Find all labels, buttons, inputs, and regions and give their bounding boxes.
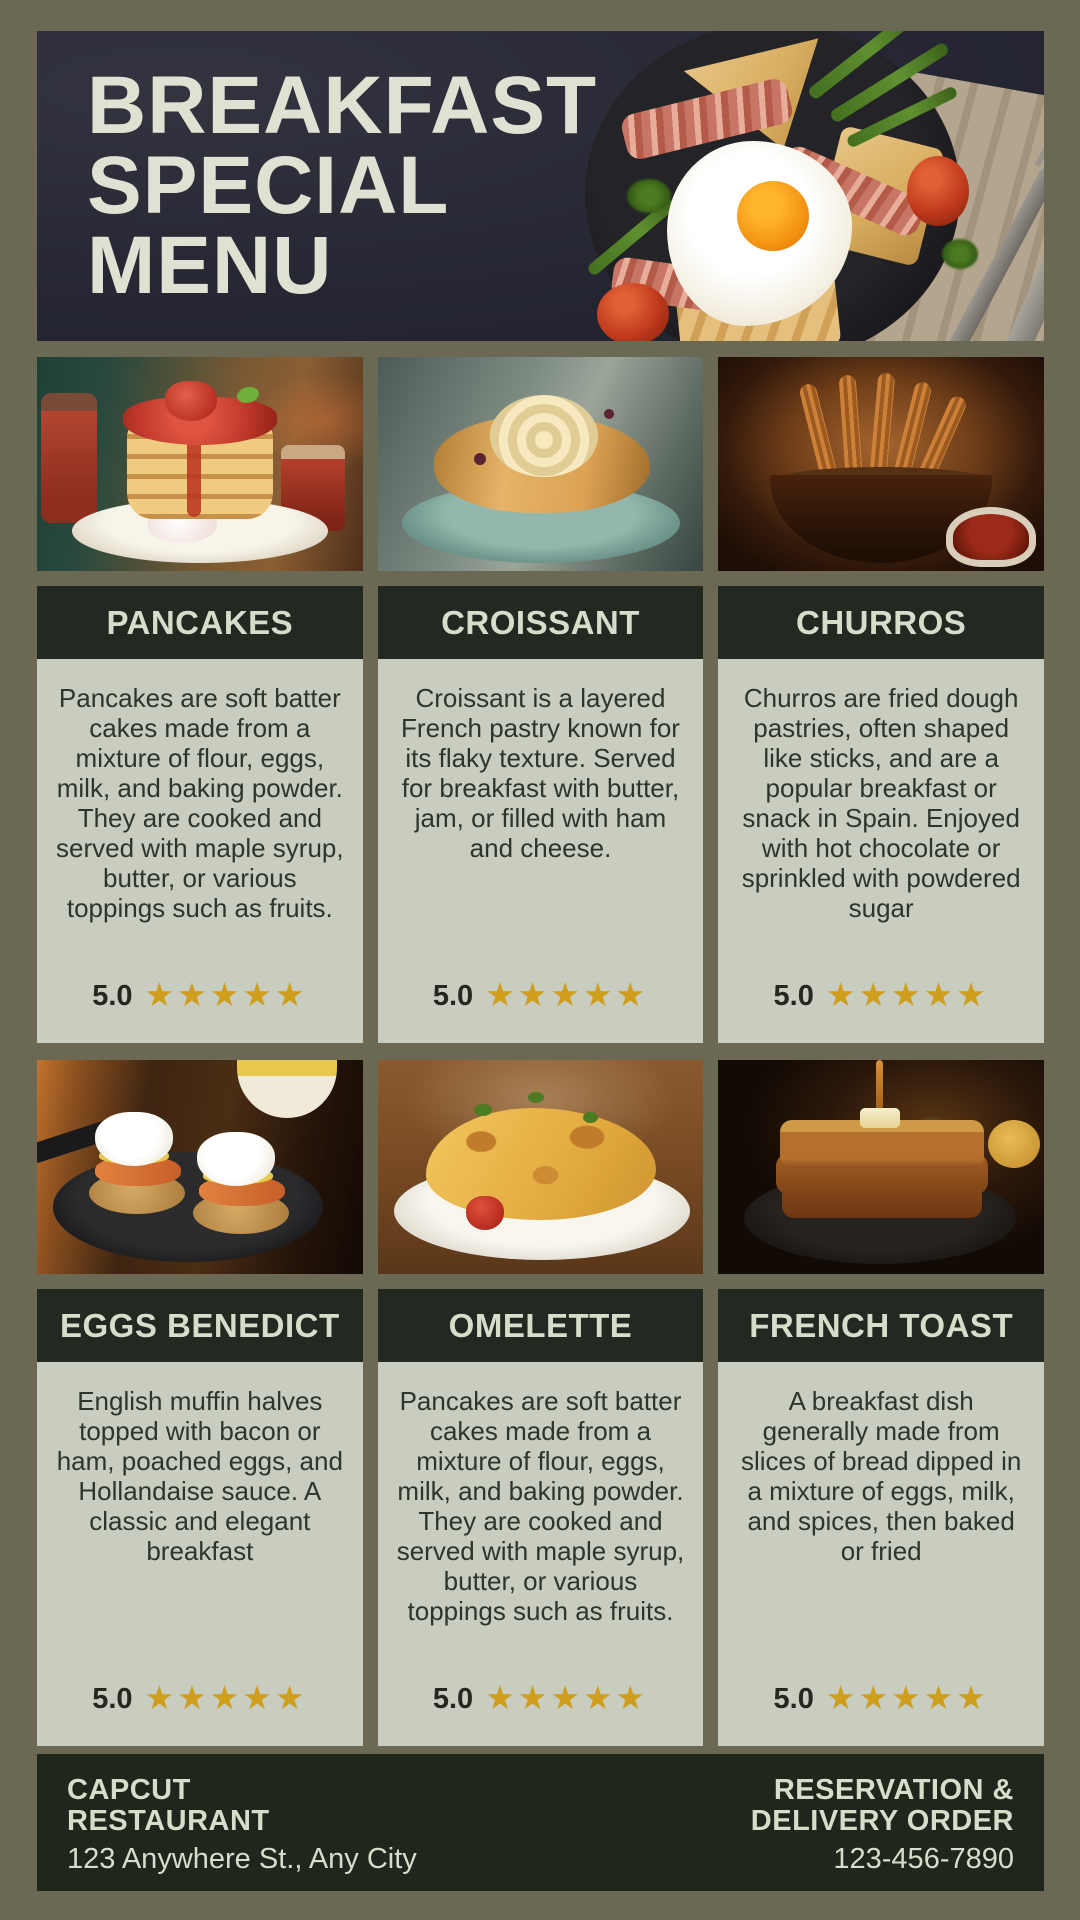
reservation-phone: 123-456-7890: [833, 1843, 1014, 1875]
parsley-garnish: [528, 1092, 544, 1103]
poached-egg: [197, 1132, 275, 1186]
dish-name: EGGS BENEDICT: [59, 1306, 340, 1344]
berry: [604, 409, 614, 419]
jam-jar: [41, 393, 97, 523]
reservation-line2: DELIVERY ORDER: [750, 1805, 1014, 1837]
dish-rating: [433, 1681, 648, 1718]
dish-name: PANCAKES: [106, 603, 294, 641]
star-icons: ★★★★★: [485, 1679, 649, 1716]
title-line-1: BREAKFAST: [87, 60, 598, 151]
roasted-tomato: [597, 283, 669, 341]
dish-rating: [433, 978, 648, 1015]
menu-card-french-toast: [718, 1060, 1044, 1746]
menu-card-omelette: [378, 1060, 704, 1746]
lemon-wedge: [988, 1120, 1040, 1168]
dish-name: FRENCH TOAST: [749, 1306, 1014, 1344]
parsley-garnish: [942, 239, 978, 269]
footer-bar: [37, 1754, 1044, 1891]
dish-description: Churros are fried dough pastries, often shaped like sticks, and are a popular breakfast or snack in Spain. Enjoyed with hot chocolate or sprinkled with powdered sugar: [741, 683, 1021, 923]
croissant-photo: [378, 357, 704, 571]
dish-description-card: [378, 1362, 704, 1746]
dish-title-bar: [718, 586, 1044, 659]
dish-name: CROISSANT: [441, 603, 640, 641]
dish-rating: [92, 978, 307, 1015]
roasted-tomato: [907, 156, 969, 226]
rating-score: 5.0: [92, 980, 133, 1012]
header-banner: [37, 31, 1044, 341]
page-title: [87, 60, 598, 311]
dish-rating: [774, 1681, 989, 1718]
title-line-2: SPECIAL: [87, 140, 450, 231]
dish-rating: [774, 978, 989, 1015]
parsley-garnish: [583, 1112, 598, 1123]
menu-card-croissant: [378, 357, 704, 1043]
chocolate-dip: [946, 507, 1036, 567]
reservation-line1: RESERVATION &: [773, 1774, 1014, 1806]
butter-pat: [860, 1108, 900, 1128]
menu-card-pancakes: [37, 357, 363, 1043]
churro: [870, 372, 896, 473]
dish-description-card: [718, 1362, 1044, 1746]
dish-description: Pancakes are soft batter cakes made from a mixture of flour, eggs, milk, and baking powder. They are cooked and served with maple syrup, butter, or various toppings such as fruits.: [396, 1386, 685, 1626]
rating-score: 5.0: [432, 1683, 474, 1715]
dish-description: Pancakes are soft batter cakes made from a mixture of flour, eggs, milk, and baking powder. They are cooked and served with maple syrup, butter, or various toppings such as fruits.: [56, 683, 344, 923]
strawberry: [165, 381, 217, 421]
restaurant-name-line1: CAPCUT: [67, 1774, 191, 1806]
title-line-3: MENU: [87, 220, 333, 311]
star-icons: ★★★★★: [144, 1679, 308, 1716]
cream-swirl: [490, 395, 598, 477]
dish-description-card: [718, 659, 1044, 1043]
star-icons: ★★★★★: [144, 976, 308, 1013]
syrup-drip: [187, 437, 201, 517]
rating-score: 5.0: [773, 1683, 814, 1715]
omelette: [426, 1108, 656, 1220]
dish-title-bar: [378, 586, 704, 659]
rating-score: 5.0: [432, 980, 474, 1012]
eggs-benedict-photo: [37, 1060, 363, 1274]
parsley-garnish: [474, 1104, 492, 1116]
berry: [474, 453, 486, 465]
fried-egg-yolk: [737, 181, 809, 251]
star-icons: ★★★★★: [825, 976, 989, 1013]
dish-title-bar: [37, 1289, 363, 1362]
churro: [839, 375, 863, 476]
rating-score: 5.0: [92, 1683, 133, 1715]
menu-card-eggs-benedict: [37, 1060, 363, 1746]
restaurant-name-line2: RESTAURANT: [67, 1805, 270, 1837]
dish-description: A breakfast dish generally made from slices of bread dipped in a mixture of eggs, milk, and spices, then baked or fried: [740, 1386, 1022, 1566]
dish-description-card: [37, 659, 363, 1043]
strawberry: [466, 1196, 504, 1230]
parsley-garnish: [627, 179, 671, 213]
omelette-photo: [378, 1060, 704, 1274]
dish-description-card: [378, 659, 704, 1043]
dish-description: Croissant is a layered French pastry known for its flaky texture. Served for breakfast with butter, jam, or filled with ham and cheese.: [401, 683, 680, 863]
menu-grid: [37, 357, 1044, 1746]
dish-name: CHURROS: [795, 603, 967, 641]
dish-description: English muffin halves topped with bacon or ham, poached eggs, and Hollandaise sauce. A classic and elegant breakfast: [56, 1386, 343, 1566]
pancakes-photo: [37, 357, 363, 571]
dish-name: OMELETTE: [448, 1306, 633, 1344]
dish-description-card: [37, 1362, 363, 1746]
restaurant-address: 123 Anywhere St., Any City: [67, 1843, 417, 1875]
churros-photo: [718, 357, 1044, 571]
dish-title-bar: [378, 1289, 704, 1362]
sauce-ramekin: [237, 1060, 337, 1118]
french-toast-photo: [718, 1060, 1044, 1274]
rating-score: 5.0: [773, 980, 814, 1012]
star-icons: ★★★★★: [485, 976, 649, 1013]
restaurant-info: [67, 1775, 417, 1876]
reservation-info: [751, 1775, 1014, 1876]
star-icons: ★★★★★: [825, 1679, 989, 1716]
menu-card-churros: [718, 357, 1044, 1043]
dish-title-bar: [37, 586, 363, 659]
mint-leaf: [237, 387, 259, 403]
dish-title-bar: [718, 1289, 1044, 1362]
poached-egg: [95, 1112, 173, 1166]
dish-rating: [92, 1681, 307, 1718]
